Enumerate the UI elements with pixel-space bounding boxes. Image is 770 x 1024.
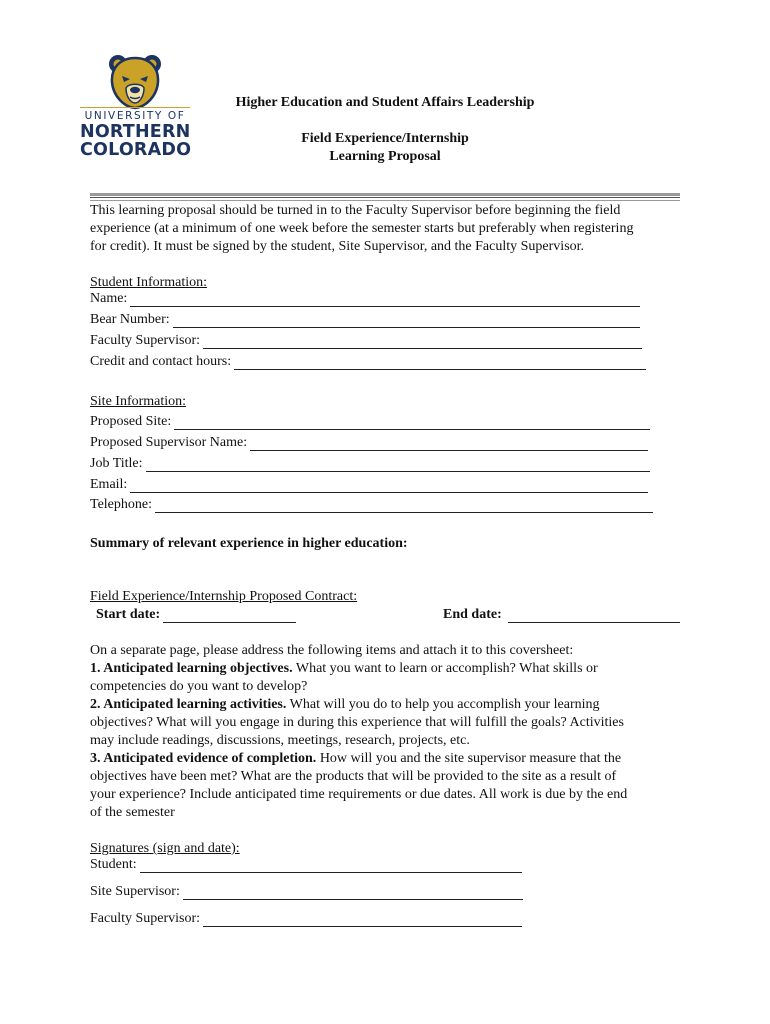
faculty-supervisor-field[interactable] [90,333,642,349]
item3-line4: of the semester [90,805,175,820]
item1-line2: competencies do you want to develop? [90,679,308,694]
item2-line3: may include readings, discussions, meetings, research, projects, etc. [90,733,470,748]
proposed-site-field[interactable] [90,414,650,430]
logo-northern: NORTHERN [80,122,191,142]
end-date-label: End date: [443,607,502,622]
item3-title: 3. Anticipated evidence of completion. [90,751,317,766]
site-supervisor-signature-label: Site Supervisor: [90,884,180,899]
student-signature-field[interactable] [90,857,522,873]
site-supervisor-signature-blank[interactable] [183,886,523,900]
credit-hours-field[interactable] [90,354,646,370]
logo-colorado: COLORADO [80,140,192,160]
faculty-supervisor-label: Faculty Supervisor: [90,333,201,348]
name-label: Name: [90,291,128,306]
credit-hours-label: Credit and contact hours: [90,354,232,369]
intro-line-2: experience (at a minimum of one week before the semester starts but preferably when registering [90,221,634,236]
student-signature-blank[interactable] [140,859,522,873]
end-date-blank[interactable] [508,609,680,623]
logo-university-of: UNIVERSITY OF [84,110,186,122]
item2-title: 2. Anticipated learning activities. [90,697,287,712]
unc-logo [80,52,192,160]
email-field[interactable] [90,477,648,493]
telephone-label: Telephone: [90,497,152,512]
bear-logo-icon [106,52,164,110]
job-title-blank[interactable] [146,458,650,472]
bear-number-field[interactable] [90,312,640,328]
start-date-label: Start date: [96,607,161,622]
credit-hours-blank[interactable] [234,356,646,370]
logo-divider [80,107,190,108]
form-title-line2: Learning Proposal [329,149,441,164]
site-supervisor-signature-field[interactable] [90,884,523,900]
start-date-field[interactable] [96,607,296,623]
item2-line1 [90,697,600,713]
item2-text: What will you do to help you accomplish your learning [286,697,600,712]
supervisor-name-label: Proposed Supervisor Name: [90,435,248,450]
name-field[interactable] [90,291,640,307]
email-label: Email: [90,477,128,492]
telephone-field[interactable] [90,497,653,513]
faculty-supervisor-signature-label: Faculty Supervisor: [90,911,201,926]
supervisor-name-blank[interactable] [250,437,648,451]
intro-line-1: This learning proposal should be turned in to the Faculty Supervisor before beginning the field [90,203,621,218]
form-title-line1: Field Experience/Internship [301,131,469,146]
start-date-blank[interactable] [163,609,296,623]
item1-line1 [90,661,598,677]
item1-text: What you want to learn or accomplish? What skills or [292,661,598,676]
item3-line1 [90,751,621,767]
header-divider [90,193,680,196]
instructions-lead: On a separate page, please address the following items and attach it to this coversheet: [90,643,574,658]
student-info-heading: Student Information: [90,275,208,290]
signatures-heading: Signatures (sign and date): [90,841,240,856]
faculty-supervisor-signature-field[interactable] [90,911,522,927]
proposed-site-label: Proposed Site: [90,414,172,429]
student-signature-label: Student: [90,857,137,872]
bear-number-blank[interactable] [173,314,640,328]
header-divider-thin [90,197,680,198]
email-blank[interactable] [130,479,648,493]
site-info-heading: Site Information: [90,394,187,409]
program-title: Higher Education and Student Affairs Leadership [235,95,535,110]
faculty-supervisor-signature-blank[interactable] [203,913,522,927]
item3-line2: objectives have been met? What are the products that will be provided to the site as a result of [90,769,617,784]
proposed-site-blank[interactable] [174,416,650,430]
telephone-blank[interactable] [155,499,653,513]
intro-line-3: for credit). It must be signed by the student, Site Supervisor, and the Faculty Supervisor. [90,239,585,254]
header-divider-bottom [90,200,680,201]
item2-line2: objectives? What will you engage in during this experience that will fulfill the goals? Activities [90,715,624,730]
name-blank[interactable] [130,293,640,307]
bear-number-label: Bear Number: [90,312,170,327]
item3-line3: your experience? Include anticipated time requirements or due dates. All work is due by the end [90,787,628,802]
summary-heading: Summary of relevant experience in higher education: [90,536,408,551]
item1-title: 1. Anticipated learning objectives. [90,661,293,676]
job-title-field[interactable] [90,456,650,472]
faculty-supervisor-blank[interactable] [203,335,642,349]
item3-text: How will you and the site supervisor measure that the [316,751,622,766]
job-title-label: Job Title: [90,456,143,471]
contract-heading: Field Experience/Internship Proposed Contract: [90,589,358,604]
supervisor-name-field[interactable] [90,435,648,451]
end-date-field[interactable] [443,607,680,623]
